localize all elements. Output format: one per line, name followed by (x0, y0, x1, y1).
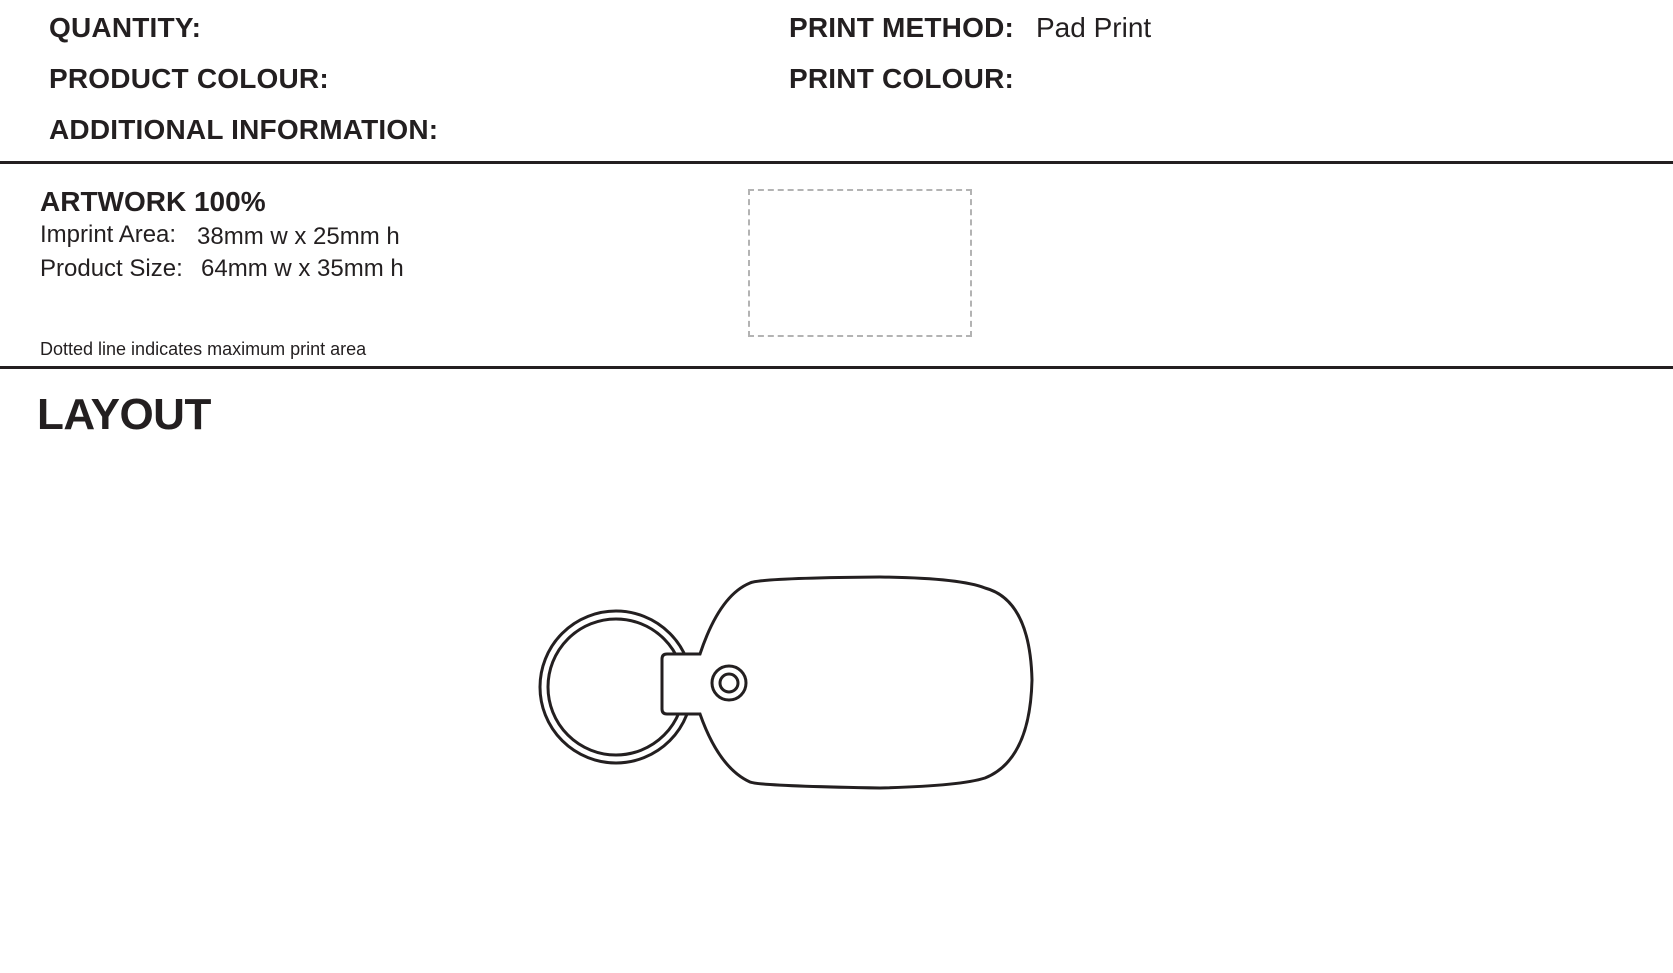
layout-title: LAYOUT (37, 390, 211, 439)
product-colour-label: PRODUCT COLOUR: (49, 63, 329, 94)
divider-bottom (0, 366, 1673, 369)
keyring-outline-icon (530, 565, 1050, 805)
print-method-value: Pad Print (1036, 12, 1152, 43)
tag-body (662, 577, 1032, 788)
additional-information-label: ADDITIONAL INFORMATION: (49, 114, 439, 145)
imprint-area-label: Imprint Area: (40, 221, 177, 248)
print-method-label: PRINT METHOD: (789, 12, 1015, 43)
print-colour-label: PRINT COLOUR: (789, 63, 1015, 94)
maximum-print-area-box (748, 189, 972, 337)
product-size-label: Product Size: (40, 255, 183, 282)
quantity-label: QUANTITY: (49, 12, 202, 43)
imprint-area-value: 38mm w x 25mm h (197, 223, 400, 250)
artwork-title: ARTWORK 100% (40, 186, 266, 217)
print-area-note: Dotted line indicates maximum print area (40, 339, 367, 359)
product-size-value: 64mm w x 35mm h (201, 255, 404, 282)
divider-top (0, 161, 1673, 164)
